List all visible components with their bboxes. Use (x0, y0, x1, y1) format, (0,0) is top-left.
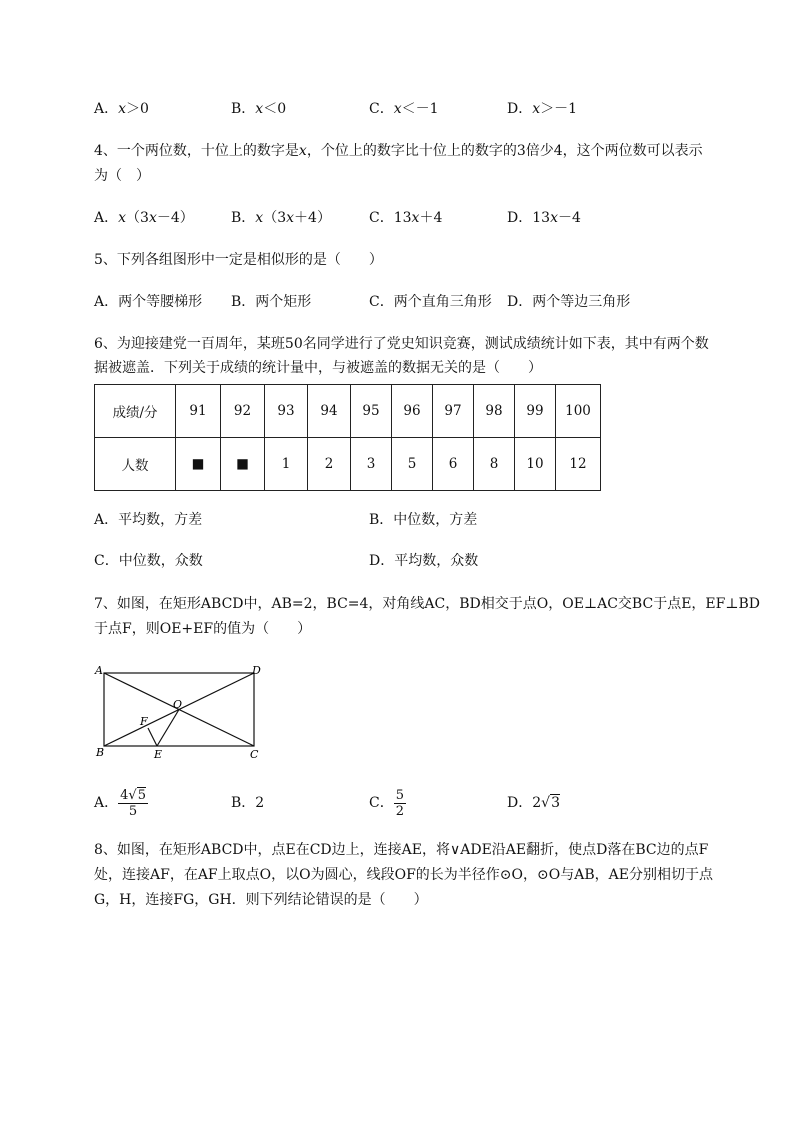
q8-stem-line3: G，H，连接FG，GH．则下列结论错误的是（ ） (94, 892, 428, 908)
rectangle-figure (92, 662, 272, 762)
q5-option-b: B．两个矩形 (231, 294, 312, 310)
q3-option-a: A．x＞0 (94, 101, 149, 117)
q4-stem-line1: 4、一个两位数，十位上的数字是x，个位上的数字比十位上的数字的3倍少4，这个两位数可以表示 (94, 143, 703, 159)
q3-option-c: C．x＜－1 (369, 101, 439, 117)
segment-ef (148, 728, 157, 746)
label-c: C (250, 748, 259, 761)
count-cell-masked: ■ (221, 438, 265, 491)
score-cell: 92 (221, 385, 265, 438)
label-e: E (154, 748, 163, 761)
count-cell: 5 (392, 438, 433, 491)
q5-option-a: A．两个等腰梯形 (94, 294, 203, 310)
count-cell: 12 (556, 438, 601, 491)
label-b: B (96, 746, 105, 759)
q7-option-a: A． $\frac{4√5}{5}$ (94, 787, 146, 819)
label-d: D (252, 664, 261, 677)
score-cell: 97 (433, 385, 474, 438)
score-cell: 91 (176, 385, 221, 438)
count-cell: 1 (265, 438, 308, 491)
q5-stem: 5、下列各组图形中一定是相似形的是（ ） (94, 252, 383, 268)
q7-option-c: C． $\frac{5}{2}$ (369, 787, 404, 819)
q5-option-c: C．两个直角三角形 (369, 294, 492, 310)
q6-option-c: C．中位数，众数 (94, 553, 203, 569)
q7-option-d: D．2√3 (507, 795, 560, 811)
q6-option-a: A．平均数，方差 (94, 512, 203, 528)
q4-option-b: B．x（3x＋4） (231, 210, 331, 226)
score-cell: 94 (308, 385, 351, 438)
q5-option-d: D．两个等边三角形 (507, 294, 631, 310)
q4-stem-line2: 为（ ） (94, 168, 150, 184)
score-cell: 100 (556, 385, 601, 438)
q4-option-c: C．13x＋4 (369, 210, 443, 226)
q4-option-a: A．x（3x－4） (94, 210, 194, 226)
q7-stem-line1: 7、如图，在矩形ABCD中，AB=2，BC=4，对角线AC，BD相交于点O，OE⊥AC交BC于点E，EF⊥BD (94, 596, 761, 612)
count-cell: 6 (433, 438, 474, 491)
q8-stem-line2: 处，连接AF，在AF上取点O，以O为圆心，线段OF的长为半径作⊙O，⊙O与AB，AE分别相切于点 (94, 867, 713, 883)
count-cell: 8 (474, 438, 515, 491)
q6-stem-line1: 6、为迎接建党一百周年，某班50名同学进行了党史知识竞赛，测试成绩统计如下表，其中有两个数 (94, 336, 709, 352)
label-a: A (95, 664, 103, 677)
q3-option-d: D．x＞－1 (507, 101, 578, 117)
q3-option-b: B．x＜0 (231, 101, 287, 117)
q7-stem-line2: 于点F，则OE+EF的值为（ ） (94, 621, 312, 637)
score-cell: 93 (265, 385, 308, 438)
score-cell: 96 (392, 385, 433, 438)
label-o: O (173, 698, 183, 711)
q6-option-b: B．中位数，方差 (369, 512, 478, 528)
count-cell: 10 (515, 438, 556, 491)
q6-option-d: D．平均数，众数 (369, 553, 479, 569)
count-cell-masked: ■ (176, 438, 221, 491)
q8-stem-line1: 8、如图，在矩形ABCD中，点E在CD边上，连接AE，将∨ADE沿AE翻折，使点D落在BC边的点F (94, 842, 709, 858)
q6-stem-line2: 据被遮盖．下列关于成绩的统计量中，与被遮盖的数据无关的是（ ） (94, 360, 542, 376)
label-f: F (140, 715, 148, 728)
count-header-label: 人数 (95, 438, 176, 491)
q7-option-b: B．2 (231, 795, 265, 811)
count-cell: 2 (308, 438, 351, 491)
score-header-label: 成绩/分 (95, 385, 176, 438)
table-row-counts (95, 438, 601, 491)
score-cell: 95 (351, 385, 392, 438)
score-cell: 98 (474, 385, 515, 438)
count-cell: 3 (351, 438, 392, 491)
score-cell: 99 (515, 385, 556, 438)
table-row-scores (95, 385, 601, 438)
score-table (94, 384, 601, 491)
q4-option-d: D．13x－4 (507, 210, 581, 226)
